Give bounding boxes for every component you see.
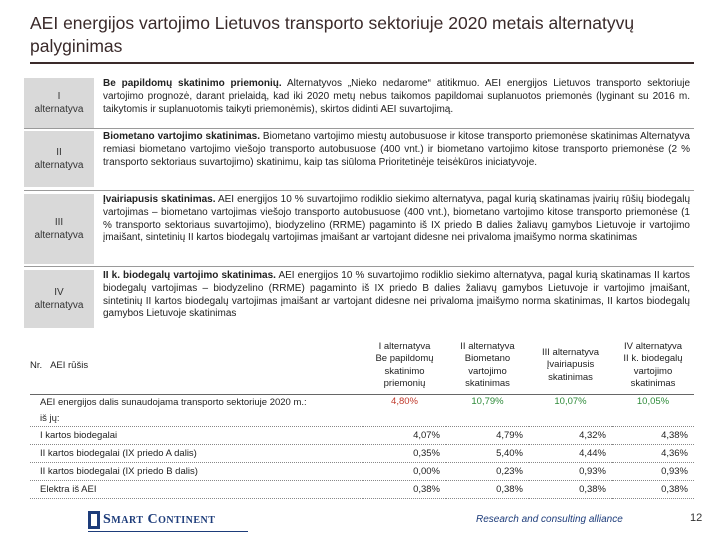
alternative-label-3 [24, 194, 94, 264]
smart-continent-logo-icon [88, 511, 100, 529]
alternative-heading: II k. biodegalų vartojimo skatinimas. [103, 270, 276, 281]
table-header-row [30, 338, 694, 394]
alternative-body: Alternatyvos „Nieko nedarome“ atitikmuo. AEI energijos Lietuvos transporto sektoriuje vartojimo prognozė, darant prielaidą, kad iki 2020 metų nebus taikomos papildomai suplanuotos priemonės (lyginant su 2016 m. taikytomis ir suplanuotomis taikyti priemonėmis), skirtos didinti AEI suvartojimą. [103, 78, 691, 115]
cell-value: 10,05% [636, 396, 670, 408]
alternative-body: AEI energijos 10 % suvartojimo rodiklio siekimo alternatyva, pagal kurią skatinamas įvairių rūšių biodegalų vartojimas – biometano vartojimas viešojo transporto autobusuose (400 vnt.), biometano vartojimo kitose transporto priemonėse (1 % transporto sektoriaus suvartojimo), biodyzelino (RRME) pagaminto iš IX priedo B dalies žaliavų gamybos Lietuvoje ir vartojimo įmaišant, sintetinių II kartos biodegalų vartojimas įmaišant ar vartojant didesne nei privaloma įmaišymo norma skatinimas [103, 194, 691, 244]
column-header-2 [446, 338, 529, 394]
company-logo [88, 511, 215, 529]
alternative-block-3 [24, 194, 694, 264]
column-subtitle: Biometano vartojimo skatinimas [464, 353, 511, 390]
cell-value: 4,32% [529, 426, 612, 444]
cell-value: 0,23% [446, 462, 529, 480]
column-title: IV alternatyva [623, 340, 683, 352]
alternative-block-2 [24, 131, 694, 187]
alternative-label-word: alternatyva [34, 104, 84, 115]
alternative-heading: Be papildomų skatinimo priemonių. [103, 78, 282, 89]
column-title: II alternatyva [460, 340, 515, 352]
alternative-label-word: alternatyva [34, 160, 84, 171]
cell-value: 4,07% [363, 426, 446, 444]
cell-value: 0,35% [363, 444, 446, 462]
alternative-body: AEI energijos 10 % suvartojimo rodiklio siekimo alternatyva, pagal kurią skatinamas II kartos biodegalų vartojimas – biodyzelino (RRME) pagaminto iš IX priedo B dalies žaliavų gamybos Lietuvoje ir vartojimo įmaišant, sintetinių II kartos biodegalų vartojimas įmaišant ar vartojant didesne nei privaloma įmaišymo norma skatinimas, II kartos biodegalų gamybos Lietuvoje skatinimas [103, 270, 691, 320]
cell-value: 4,44% [529, 444, 612, 462]
column-subtitle: II k. biodegalų vartojimo skatinimas [623, 353, 683, 390]
alternative-heading: Įvairiapusis skatinimas. [103, 194, 216, 205]
alternative-heading: Biometano vartojimo skatinimas. [103, 131, 260, 142]
cell-value: 4,79% [446, 426, 529, 444]
alternative-label-word: alternatyva [34, 300, 84, 311]
table-row-of-which [30, 411, 694, 426]
title-divider [30, 62, 694, 64]
cell-value: 10,07% [554, 396, 587, 408]
column-title: III alternatyva [541, 346, 600, 358]
row-label: I kartos biodegalai [30, 426, 363, 444]
alternative-label-number: I [57, 91, 61, 102]
table-row [30, 426, 694, 444]
cell-value: 0,93% [529, 462, 612, 480]
alternative-description-1 [103, 78, 690, 116]
column-header-4 [612, 338, 694, 394]
column-header-1 [363, 338, 446, 394]
cell-value: 0,38% [529, 480, 612, 498]
row-label: II kartos biodegalai (IX priedo A dalis) [30, 444, 363, 462]
alternative-body: Biometano vartojimo miestų autobusuose ir kitose transporto priemonėse skatinimas Alternatyva remiasi biometano vartojimo viešojo transporto autobusuose (400 vnt.) ir biometano vartojimo kitose transporto priemonėse (2 % transporto sektoriaus suvartojimo) skatinimu, kaip tas siūloma Prioritetinėje teisėkūros iniciatyvoje. [103, 131, 690, 168]
alternative-label-1 [24, 78, 94, 128]
table-row [30, 462, 694, 480]
column-header-3 [529, 338, 612, 394]
cell-value: 0,00% [363, 462, 446, 480]
row-label: Elektra iš AEI [30, 480, 363, 498]
row-label: II kartos biodegalai (IX priedo B dalis) [30, 462, 363, 480]
cell-value: 10,79% [471, 396, 504, 408]
kind-header: AEI rūšis [50, 360, 89, 372]
row-label: AEI energijos dalis sunaudojama transporto sektoriuje 2020 m.: [40, 397, 307, 409]
alternative-description-2 [103, 131, 690, 169]
cell-value: 0,38% [363, 480, 446, 498]
alternative-label-4 [24, 270, 94, 328]
slide-title: AEI energijos vartojimo Lietuvos transporto sektoriuje 2020 metais alternatyvų palyginimas [30, 13, 635, 56]
alternative-divider [24, 190, 694, 191]
logo-text: Smart Continent [103, 512, 216, 527]
alternative-description-3 [103, 194, 690, 245]
column-subtitle: Įvairiapusis skatinimas [546, 359, 595, 384]
alternative-label-number: III [54, 217, 64, 228]
footer-tagline: Research and consulting alliance [476, 514, 623, 525]
table-row-total [30, 394, 694, 411]
table-row [30, 444, 694, 462]
column-title: I alternatyva [378, 340, 431, 352]
alternative-divider [24, 128, 694, 129]
cell-value: 4,80% [391, 396, 418, 408]
cell-value: 0,93% [612, 462, 694, 480]
alternative-block-1 [24, 78, 694, 128]
row-label: iš jų: [30, 411, 363, 426]
logo-underline [88, 531, 248, 532]
comparison-table [30, 338, 694, 499]
nr-header: Nr. [30, 360, 43, 372]
table-row [30, 480, 694, 498]
alternative-block-4 [24, 270, 694, 328]
cell-value: 5,40% [446, 444, 529, 462]
cell-value: 4,36% [612, 444, 694, 462]
alternative-label-2 [24, 131, 94, 187]
alternative-label-number: IV [54, 287, 64, 298]
cell-value: 0,38% [446, 480, 529, 498]
cell-value: 0,38% [612, 480, 694, 498]
alternative-description-4 [103, 270, 690, 321]
page-number: 12 [690, 512, 703, 524]
cell-value: 4,38% [612, 426, 694, 444]
column-subtitle: Be papildomų skatinimo priemonių [375, 353, 434, 390]
alternative-divider [24, 266, 694, 267]
alternative-label-word: alternatyva [34, 230, 84, 241]
alternative-label-number: II [56, 147, 62, 158]
table-header-label [30, 338, 363, 394]
